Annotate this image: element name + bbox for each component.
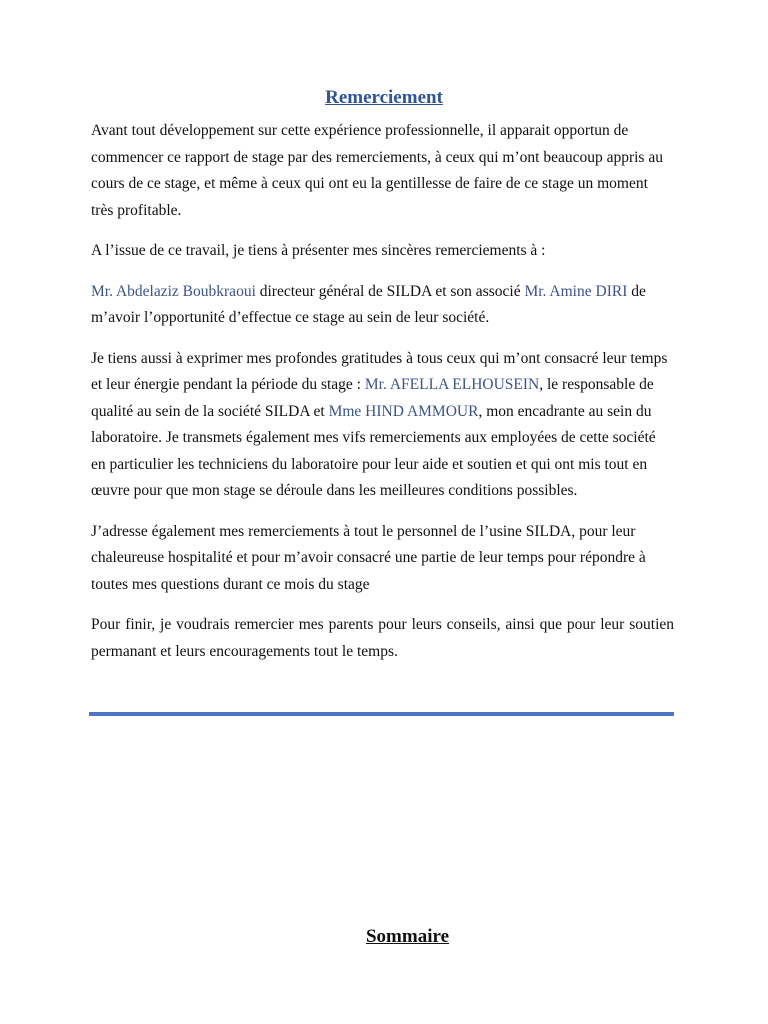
- paragraph-staff: J’adresse également mes remerciements à tout le personnel de l’usine SILDA, pour leur chaleureuse hospitalité et pour m’avoir consacré une partie de leur temps pour répondre à toutes mes questions durant ce mois du stage: [91, 522, 646, 593]
- text-span: directeur général de SILDA et son associé: [255, 282, 525, 300]
- person-name: Mme HIND AMMOUR: [328, 402, 479, 420]
- person-name: Mr. AFELLA ELHOUSEIN: [364, 376, 540, 393]
- text-span: , mon encadrante au sein du laboratoire. Je transmets également mes vifs remerciements aux employées de cette société en particulier les techniciens du laboratoire pour leur aide et soutien et qui ont mis tout en œuvre pour que mon stage se déroule dans les meilleures conditions possibles.: [91, 402, 656, 499]
- person-name: Mr. Abdelaziz Boubkraoui: [91, 282, 256, 300]
- page-title: Remerciement: [325, 87, 443, 108]
- text-span: de m’avoir l’opportunité d’effectue ce stage au sein de leur société.: [91, 282, 646, 326]
- paragraph-directors: [91, 279, 674, 332]
- paragraph-intro: Avant tout développement sur cette expérience professionnelle, il apparait opportun de commencer ce rapport de stage par des remerciements, à ceux qui m’ont beaucoup appris au cours de ce stage, et même à ceux qui ont eu la gentillesse de faire de ce stage un moment très profitable.: [91, 122, 663, 219]
- section-title: Sommaire: [365, 926, 450, 947]
- horizontal-rule: [89, 712, 674, 716]
- text-span: Je tiens aussi à exprimer mes profondes gratitudes à tous ceux qui m’ont consacré leur temps et leur énergie pendant la période du stage :: [91, 349, 668, 393]
- paragraph-supervisors: [91, 346, 674, 505]
- paragraph-thanks-lead: A l’issue de ce travail, je tiens à présenter mes sincères remerciements à :: [91, 242, 546, 259]
- paragraph-parents: Pour finir, je voudrais remercier mes parents pour leurs conseils, ainsi que pour leur soutien permanant et leurs encouragements tout le temps.: [91, 616, 674, 660]
- person-name: Mr. Amine DIRI: [524, 282, 628, 300]
- text-span: , le responsable de qualité au sein de la société SILDA et: [91, 376, 654, 420]
- acknowledgements-body: [91, 118, 674, 679]
